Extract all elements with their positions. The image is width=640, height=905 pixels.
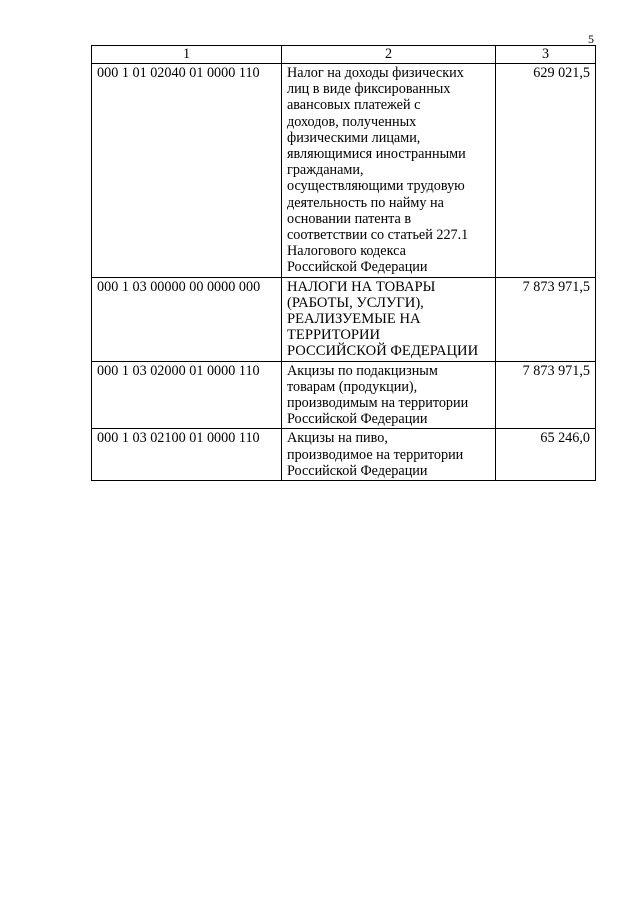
budget-amount-cell: 629 021,5 [496, 64, 596, 278]
table-header-row [92, 46, 596, 64]
table-row [92, 429, 596, 481]
table-row [92, 64, 596, 278]
table-row [92, 361, 596, 429]
budget-name-cell: Акцизы по подакцизным товарам (продукции), производимым на территории Российской Федерации [282, 361, 496, 429]
column-header-code: 1 [92, 46, 282, 64]
table-row [92, 277, 596, 361]
budget-name-cell: Налог на доходы физических лиц в виде фиксированных авансовых платежей с доходов, полученных физическими лицами, являющимися иностранными гражданами, осуществляющими трудовую деятельность по найму на основании патента в соответствии со статьей 227.1 Налогового кодекса Российской Федерации [282, 64, 496, 278]
budget-name-cell: Акцизы на пиво, производимое на территории Российской Федерации [282, 429, 496, 481]
budget-table [91, 45, 596, 481]
column-header-amount: 3 [496, 46, 596, 64]
budget-code-cell: 000 1 03 02000 01 0000 110 [92, 361, 282, 429]
column-header-name: 2 [282, 46, 496, 64]
budget-amount-cell: 65 246,0 [496, 429, 596, 481]
budget-code-cell: 000 1 01 02040 01 0000 110 [92, 64, 282, 278]
budget-name-cell: НАЛОГИ НА ТОВАРЫ (РАБОТЫ, УСЛУГИ), РЕАЛИЗУЕМЫЕ НА ТЕРРИТОРИИ РОССИЙСКОЙ ФЕДЕРАЦИИ [282, 277, 496, 361]
budget-amount-cell: 7 873 971,5 [496, 277, 596, 361]
budget-code-cell: 000 1 03 02100 01 0000 110 [92, 429, 282, 481]
budget-amount-cell: 7 873 971,5 [496, 361, 596, 429]
budget-code-cell: 000 1 03 00000 00 0000 000 [92, 277, 282, 361]
page-number: 5 [588, 32, 594, 46]
